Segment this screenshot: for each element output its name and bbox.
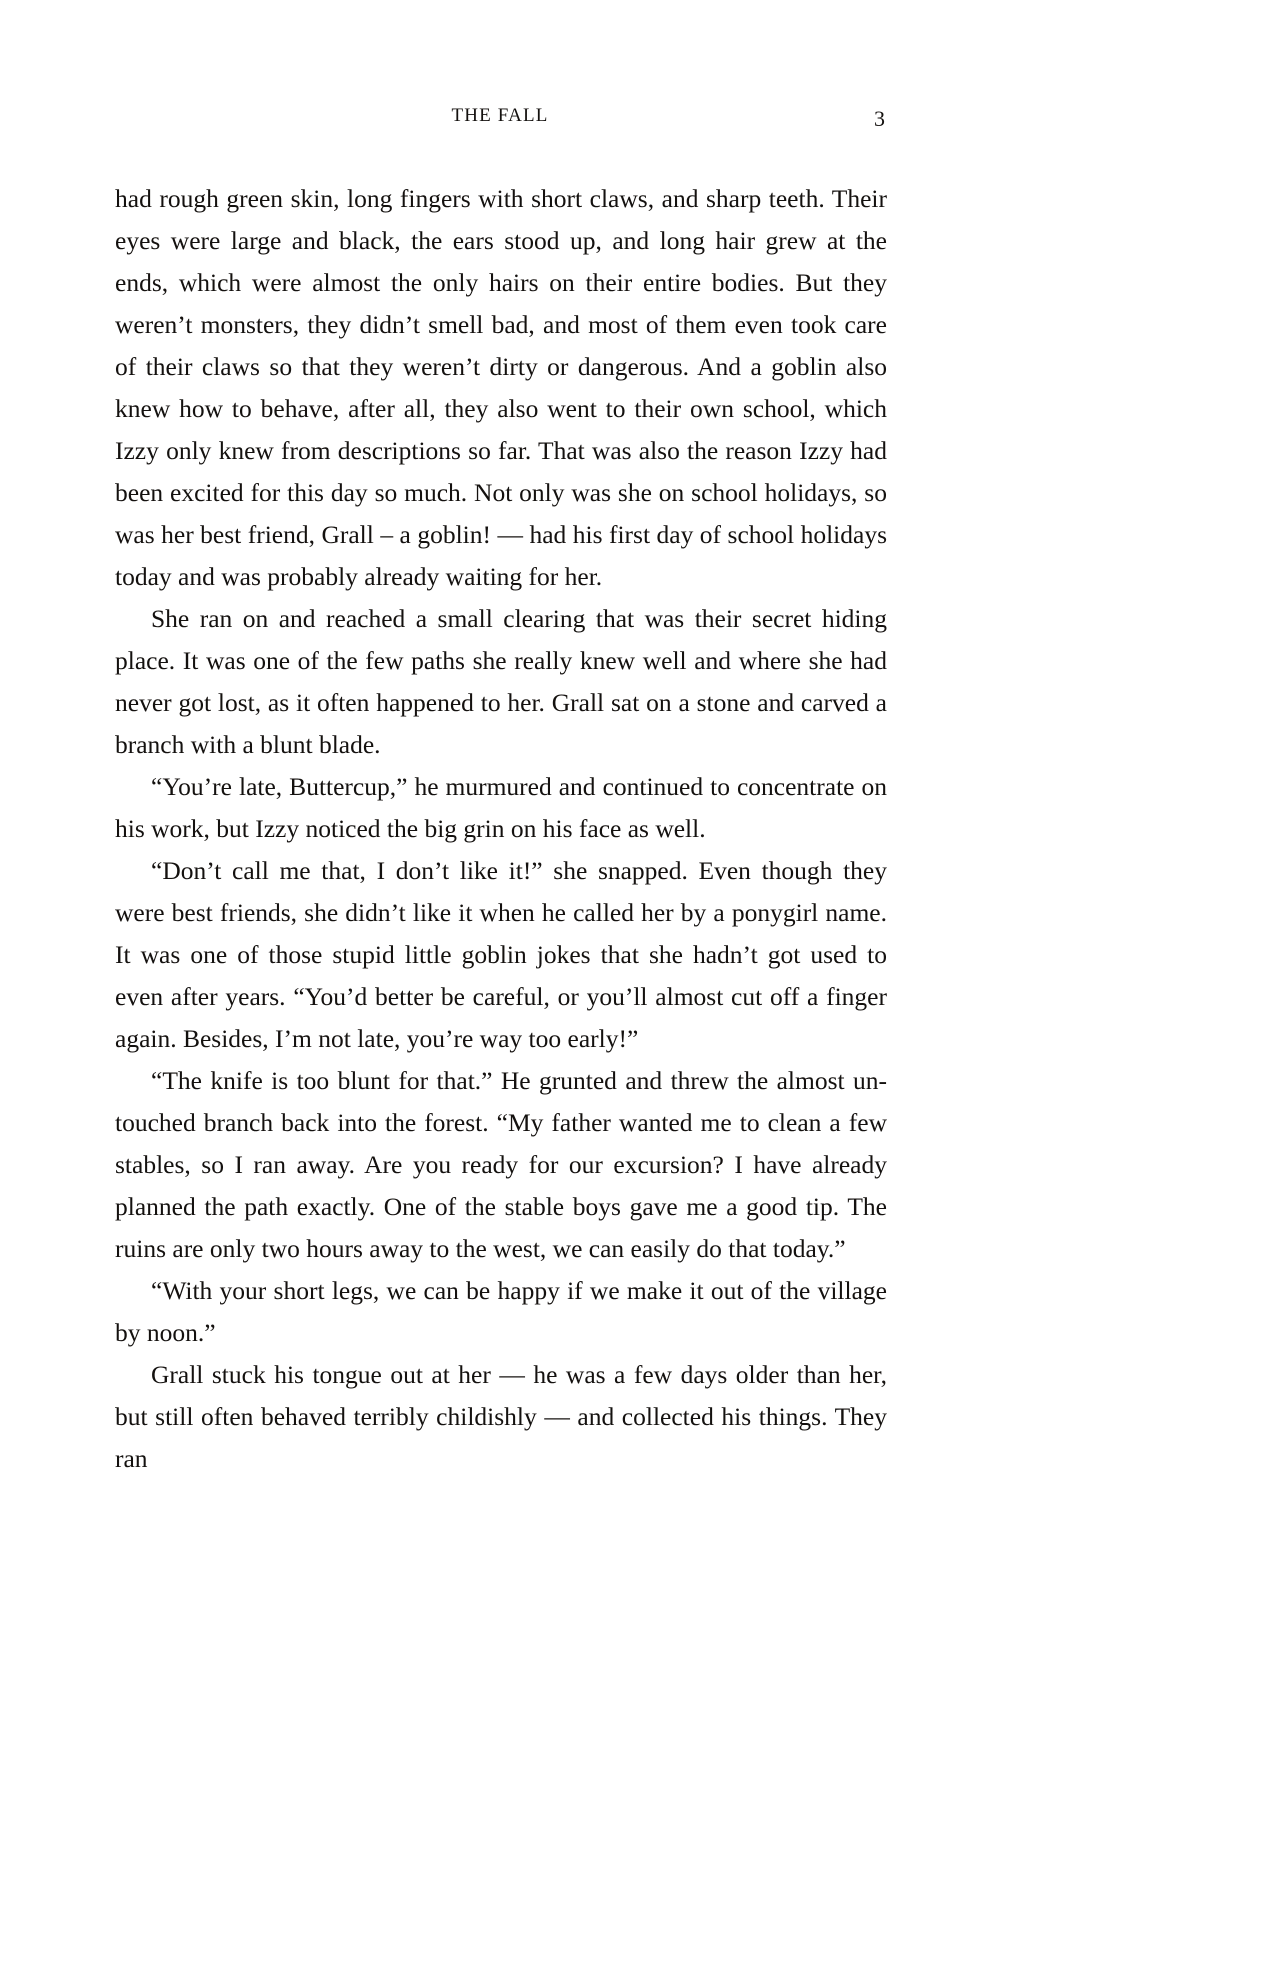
paragraph: Grall stuck his tongue out at her — he was a few days older than her, but still often behaved terribly childishly — and collected his things. They ran bbox=[115, 1360, 887, 1473]
page-number: 3 bbox=[874, 106, 885, 131]
paragraph: “You’re late, Buttercup,” he murmured and continued to concentrate on his work, but Izzy noticed the big grin on his face as well. bbox=[115, 772, 887, 843]
running-head bbox=[115, 105, 885, 139]
running-head-title: THE FALL bbox=[451, 105, 549, 126]
paragraph: “The knife is too blunt for that.” He grunted and threw the almost un-touched branch back into the forest. “My father wanted me to clean a few stables, so I ran away. Are you ready for our excursion? I have already planned the path exactly. One of the stable boys gave me a good tip. The ruins are only two hours away to the west, we can easily do that today.” bbox=[115, 1066, 887, 1263]
paragraph: “Don’t call me that, I don’t like it!” she snapped. Even though they were best friends, she didn’t like it when he called her by a ponygirl name. It was one of those stupid little goblin jokes that she hadn’t got used to even after years. “You’d better be careful, or you’ll almost cut off a finger again. Besides, I’m not late, you’re way too early!” bbox=[115, 856, 887, 1053]
paragraph: had rough green skin, long fingers with short claws, and sharp teeth. Their eyes were large and black, the ears stood up, and long hair grew at the ends, which were almost the only hairs on their entire bodies. But they weren’t monsters, they didn’t smell bad, and most of them even took care of their claws so that they weren’t dirty or dangerous. And a goblin also knew how to behave, after all, they also went to their own school, which Izzy only knew from descriptions so far. That was also the reason Izzy had been excited for this day so much. Not only was she on school holidays, so was her best friend, Grall – a goblin! — had his first day of school holidays today and was probably already waiting for her. bbox=[115, 184, 887, 591]
paragraph: “With your short legs, we can be happy if we make it out of the village by noon.” bbox=[115, 1276, 887, 1347]
body-text bbox=[115, 178, 887, 1480]
paragraph: She ran on and reached a small clearing that was their secret hiding place. It was one of the few paths she really knew well and where she had never got lost, as it often happened to her. Grall sat on a stone and carved a branch with a blunt blade. bbox=[115, 604, 887, 759]
